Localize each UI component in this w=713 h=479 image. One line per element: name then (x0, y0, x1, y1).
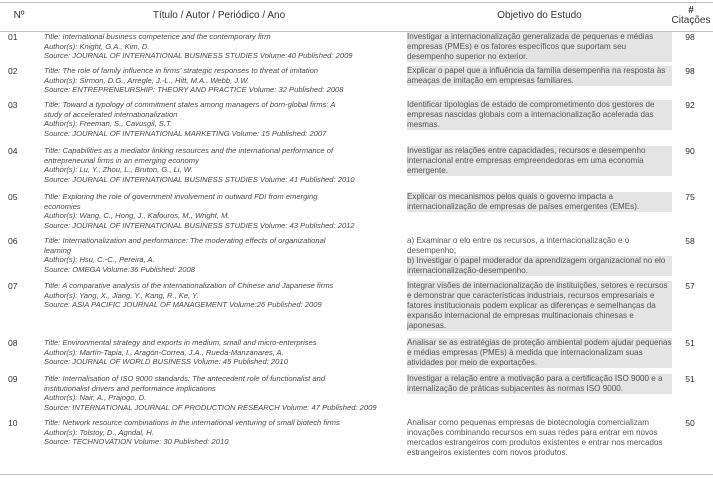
row-03-objective: Identificar tipologias de estado de comprometimento dos gestores de empresas nascidas globais com a internacionalização acelerada das mesmas. (407, 100, 672, 130)
row-title-line1: Title: Capabilities as a mediator linking resources and the international performance of (44, 146, 334, 155)
row-10-num: 10 (8, 418, 18, 428)
row-title: Title: Environmental strategy and exports in medium, small and micro-enterprises (44, 338, 317, 347)
row-authors: Author(s): Yang, X., Jiang, Y., Kang, R., Ke, Y. (44, 290, 199, 300)
row-03-citations: 92 (685, 100, 695, 110)
row-06-citations: 58 (685, 236, 695, 246)
header-num: Nº (13, 9, 25, 21)
row-source: Source: OMEGA Volume:36 Published: 2008 (44, 264, 195, 274)
row-09-objective: Investigar a relação entre a motivação para a certificação ISO 9000 e a internalização de práticas subjacentes às normas ISO 9000. (407, 374, 672, 394)
row-source: Source: ENTREPRENEURSHIP: THEORY AND PRACTICE Volume: 32 Published: 2008 (44, 85, 344, 94)
row-source: Source: ASIA PACIFIC JOURNAL OF MANAGEMENT Volume:26 Published: 2009 (44, 300, 322, 309)
row-08-num: 08 (8, 338, 18, 348)
row-01-reference (44, 32, 400, 61)
header-citations-label: Citações (671, 15, 711, 26)
row-04-reference (44, 146, 400, 184)
row-authors: Author(s): Sirmon, D.G., Arregle, J.-L., Hitt, M.A., Webb, J.W. (44, 75, 250, 85)
row-title: Title: A comparative analysis of the internationalization of Chinese and Japanese firms (44, 281, 334, 290)
row-title-line2: study of accelerated internationalization (44, 109, 178, 119)
row-authors: Author(s): Freeman, S., Cavusgil, S.T. (44, 119, 173, 128)
row-10-objective: Analisar como pequenas empresas de biotecnologia comercializam inovações combinando recursos em suas redes para entrar em novos mercados estrangeiros com produtos existentes e entrar nos mercados estrangeiros existentes com novos produtos. (407, 418, 663, 457)
row-02-citations: 98 (685, 66, 695, 76)
row-06-reference (44, 236, 400, 274)
row-09-reference (44, 374, 400, 412)
row-title-line2: economies (44, 201, 81, 211)
row-title: Title: International business competence and the contemporary firm (44, 32, 271, 41)
row-03-num: 03 (8, 100, 18, 110)
row-title-line2: entrepreneurial firms in an emerging economy (44, 155, 199, 165)
row-01-citations: 98 (685, 32, 695, 42)
row-authors: Author(s): Tolstoy, D., Agndal, H. (44, 427, 154, 437)
row-05-citations: 75 (685, 192, 695, 202)
row-title: Title: The role of family influence in firms' strategic responses to threat of imitation (44, 66, 319, 75)
row-title-line1: Title: Toward a typology of commitment states among managers of born-global firms: A (44, 100, 336, 109)
row-06-objective-b: b) Investigar o papel moderador da aprendizagem organizacional no elo internacionalização-desempenho. (407, 256, 672, 276)
row-title-line1: Title: Exploring the role of government involvement in outward FDI from emerging (44, 192, 318, 201)
row-04-citations: 90 (685, 146, 695, 156)
header-citations-hash: # (688, 4, 694, 16)
table-bottom-rule (0, 474, 713, 475)
row-08-reference (44, 338, 400, 367)
row-authors: Author(s): Wang, C., Hong, J., Kafouros, M., Wright, M. (44, 211, 230, 220)
row-title-line1: Title: Internalisation of ISO 9000 standards: The antecedent role of functionalist and (44, 374, 326, 383)
header-title: Título / Autor / Periódico / Ano (152, 9, 286, 21)
header-citations (672, 2, 710, 30)
header-objective: Objetivo do Estudo (497, 9, 582, 21)
row-authors: Author(s): Knight, G.A., Kim, D. (44, 41, 150, 51)
row-06-num: 06 (8, 236, 18, 246)
row-02-num: 02 (8, 66, 18, 76)
row-title-line2: learning (44, 245, 72, 255)
row-07-reference (44, 281, 400, 310)
row-10-reference (44, 418, 400, 447)
row-authors: Author(s): Hsu, C.-C., Pereira, A. (44, 255, 155, 264)
row-10-citations: 50 (685, 418, 695, 428)
row-title-line1: Title: Internationalization and performance: The moderating effects of organizational (44, 236, 326, 245)
row-06-objective (407, 236, 672, 276)
row-01-objective: Investigar a internacionalização generalizada de pequenas e médias empresas (PMEs) e os fatores específicos que suportam seu desempenho superior no exterior. (407, 32, 672, 62)
row-07-num: 07 (8, 281, 18, 291)
row-04-objective: Investigar as relações entre capacidades, recursos e desempenho internacional entre empresas empreendedoras em uma economia emergente. (407, 146, 672, 176)
row-authors: Author(s): Martín-Tapia, I., Aragón-Correa, J.A., Rueda-Manzanares, A. (44, 347, 284, 357)
row-03-reference (44, 100, 400, 138)
row-05-reference (44, 192, 400, 230)
row-02-reference (44, 66, 400, 95)
row-07-citations: 57 (685, 281, 695, 291)
row-title: Title: Network resource combinations in the international venturing of small biotech firms (44, 418, 340, 427)
row-06-objective-a: a) Examinar o elo entre os recursos, a internacionalização e o desempenho; (407, 236, 630, 255)
row-source: Source: JOURNAL OF INTERNATIONAL MARKETING Volume: 15 Published: 2007 (44, 128, 327, 138)
row-09-num: 09 (8, 374, 18, 384)
row-title-line2: institutionalist drivers and performance implications (44, 383, 216, 393)
row-source: Source: JOURNAL OF INTERNATIONAL BUSINESS STUDIES Volume: 41 Published: 2010 (44, 174, 355, 184)
row-09-citations: 51 (685, 374, 695, 384)
row-source: Source: TECHNOVATION Volume: 30 Published: 2010 (44, 437, 229, 446)
row-authors: Author(s): Lu, Y., Zhou, L., Bruton, G., Li, W. (44, 165, 193, 174)
row-authors: Author(s): Nair, A., Prajogo, D. (44, 393, 147, 402)
header-top-rule (0, 2, 713, 3)
row-08-objective: Analisar se as estratégias de proteção ambiental podem ajudar pequenas e médias empresas (PMEs) à medida que internacionalizam suas atividades por meio de exportações. (407, 338, 672, 367)
row-source: Source: JOURNAL OF WORLD BUSINESS Volume: 45 Published: 2010 (44, 357, 288, 366)
row-05-objective: Explicar os mecanismos pelos quais o governo impacta a internacionalização de empresas de países emergentes (EMEs). (407, 192, 672, 212)
row-07-objective: Integrar visões de internacionalização de instituições, setores e recursos e demonstrar que características industriais, recursos empresariais e fatores institucionais podem explicar as diferenças e semelhanças da expansão internacional de empresas multinacionais chinesas e japonesas. (407, 281, 672, 331)
row-05-num: 05 (8, 192, 18, 202)
row-source: Source: INTERNATIONAL JOURNAL OF PRODUCTION RESEARCH Volume: 47 Published: 2009 (44, 402, 377, 412)
row-source: Source: JOURNAL OF INTERNATIONAL BUSINESS STUDIES Volume: 43 Published: 2012 (44, 220, 355, 230)
row-02-objective: Explicar o papel que a influência da família desempenha na resposta às ameaças de imitação em empresas familiares. (407, 66, 672, 86)
row-source: Source: JOURNAL OF INTERNATIONAL BUSINESS STUDIES Volume:40 Published: 2009 (44, 51, 353, 60)
row-01-num: 01 (8, 32, 18, 42)
row-08-citations: 51 (685, 338, 695, 348)
row-04-num: 04 (8, 146, 18, 156)
